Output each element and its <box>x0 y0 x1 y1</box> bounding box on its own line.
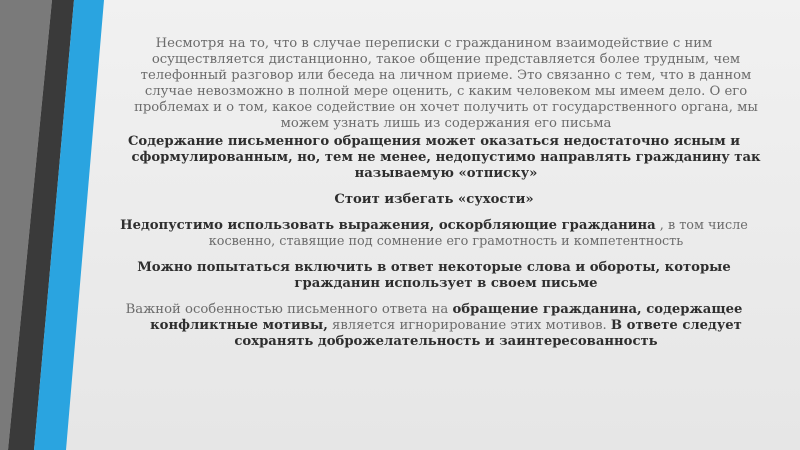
insult-bold-text: Недопустимо использовать выражения, оскорбляющие гражданина <box>120 218 656 233</box>
avoid-dryness-paragraph: Стоит избегать «сухости» <box>334 192 534 207</box>
unclear-appeal-paragraph: Содержание письменного обращения может оказаться недостаточно ясным и сформулированным, но, тем не менее, недопустимо направлять гражданину так называемую «отписку» <box>127 134 761 181</box>
conflict-part-2: обращение гражданина, содержащее конфликтные мотивы, <box>150 302 743 333</box>
intro-paragraph: Несмотря на то, что в случае переписки с гражданином взаимодействие с ним осуществляется дистанционно, такое общение представляется более трудным, чем телефонный разговор или беседа на личном приеме. Это связанно с тем, что в данном случае невозможно в полной мере оценить, с каким человеком мы имеем дело. О его проблемах и о том, какое содействие он хочет получить от государственного органа, мы можем узнать лишь из содержания его письма <box>134 36 758 131</box>
insult-paragraph <box>100 218 768 250</box>
insult-normal-text: , в том числе косвенно, ставящие под сомнение его грамотность и компетентность <box>208 218 748 249</box>
conflict-part-4: В ответе следует сохранять доброжелательность и заинтересованность <box>234 318 742 349</box>
slide-text <box>100 36 768 350</box>
conflict-part-3: является игнорирование этих мотивов. <box>327 318 611 333</box>
citizen-words-paragraph: Можно попытаться включить в ответ некоторые слова и обороты, которые гражданин использует в своем письме <box>137 260 731 291</box>
conflict-part-1: Важной особенностью письменного ответа на <box>125 302 453 317</box>
conflict-motives-paragraph <box>100 302 768 350</box>
